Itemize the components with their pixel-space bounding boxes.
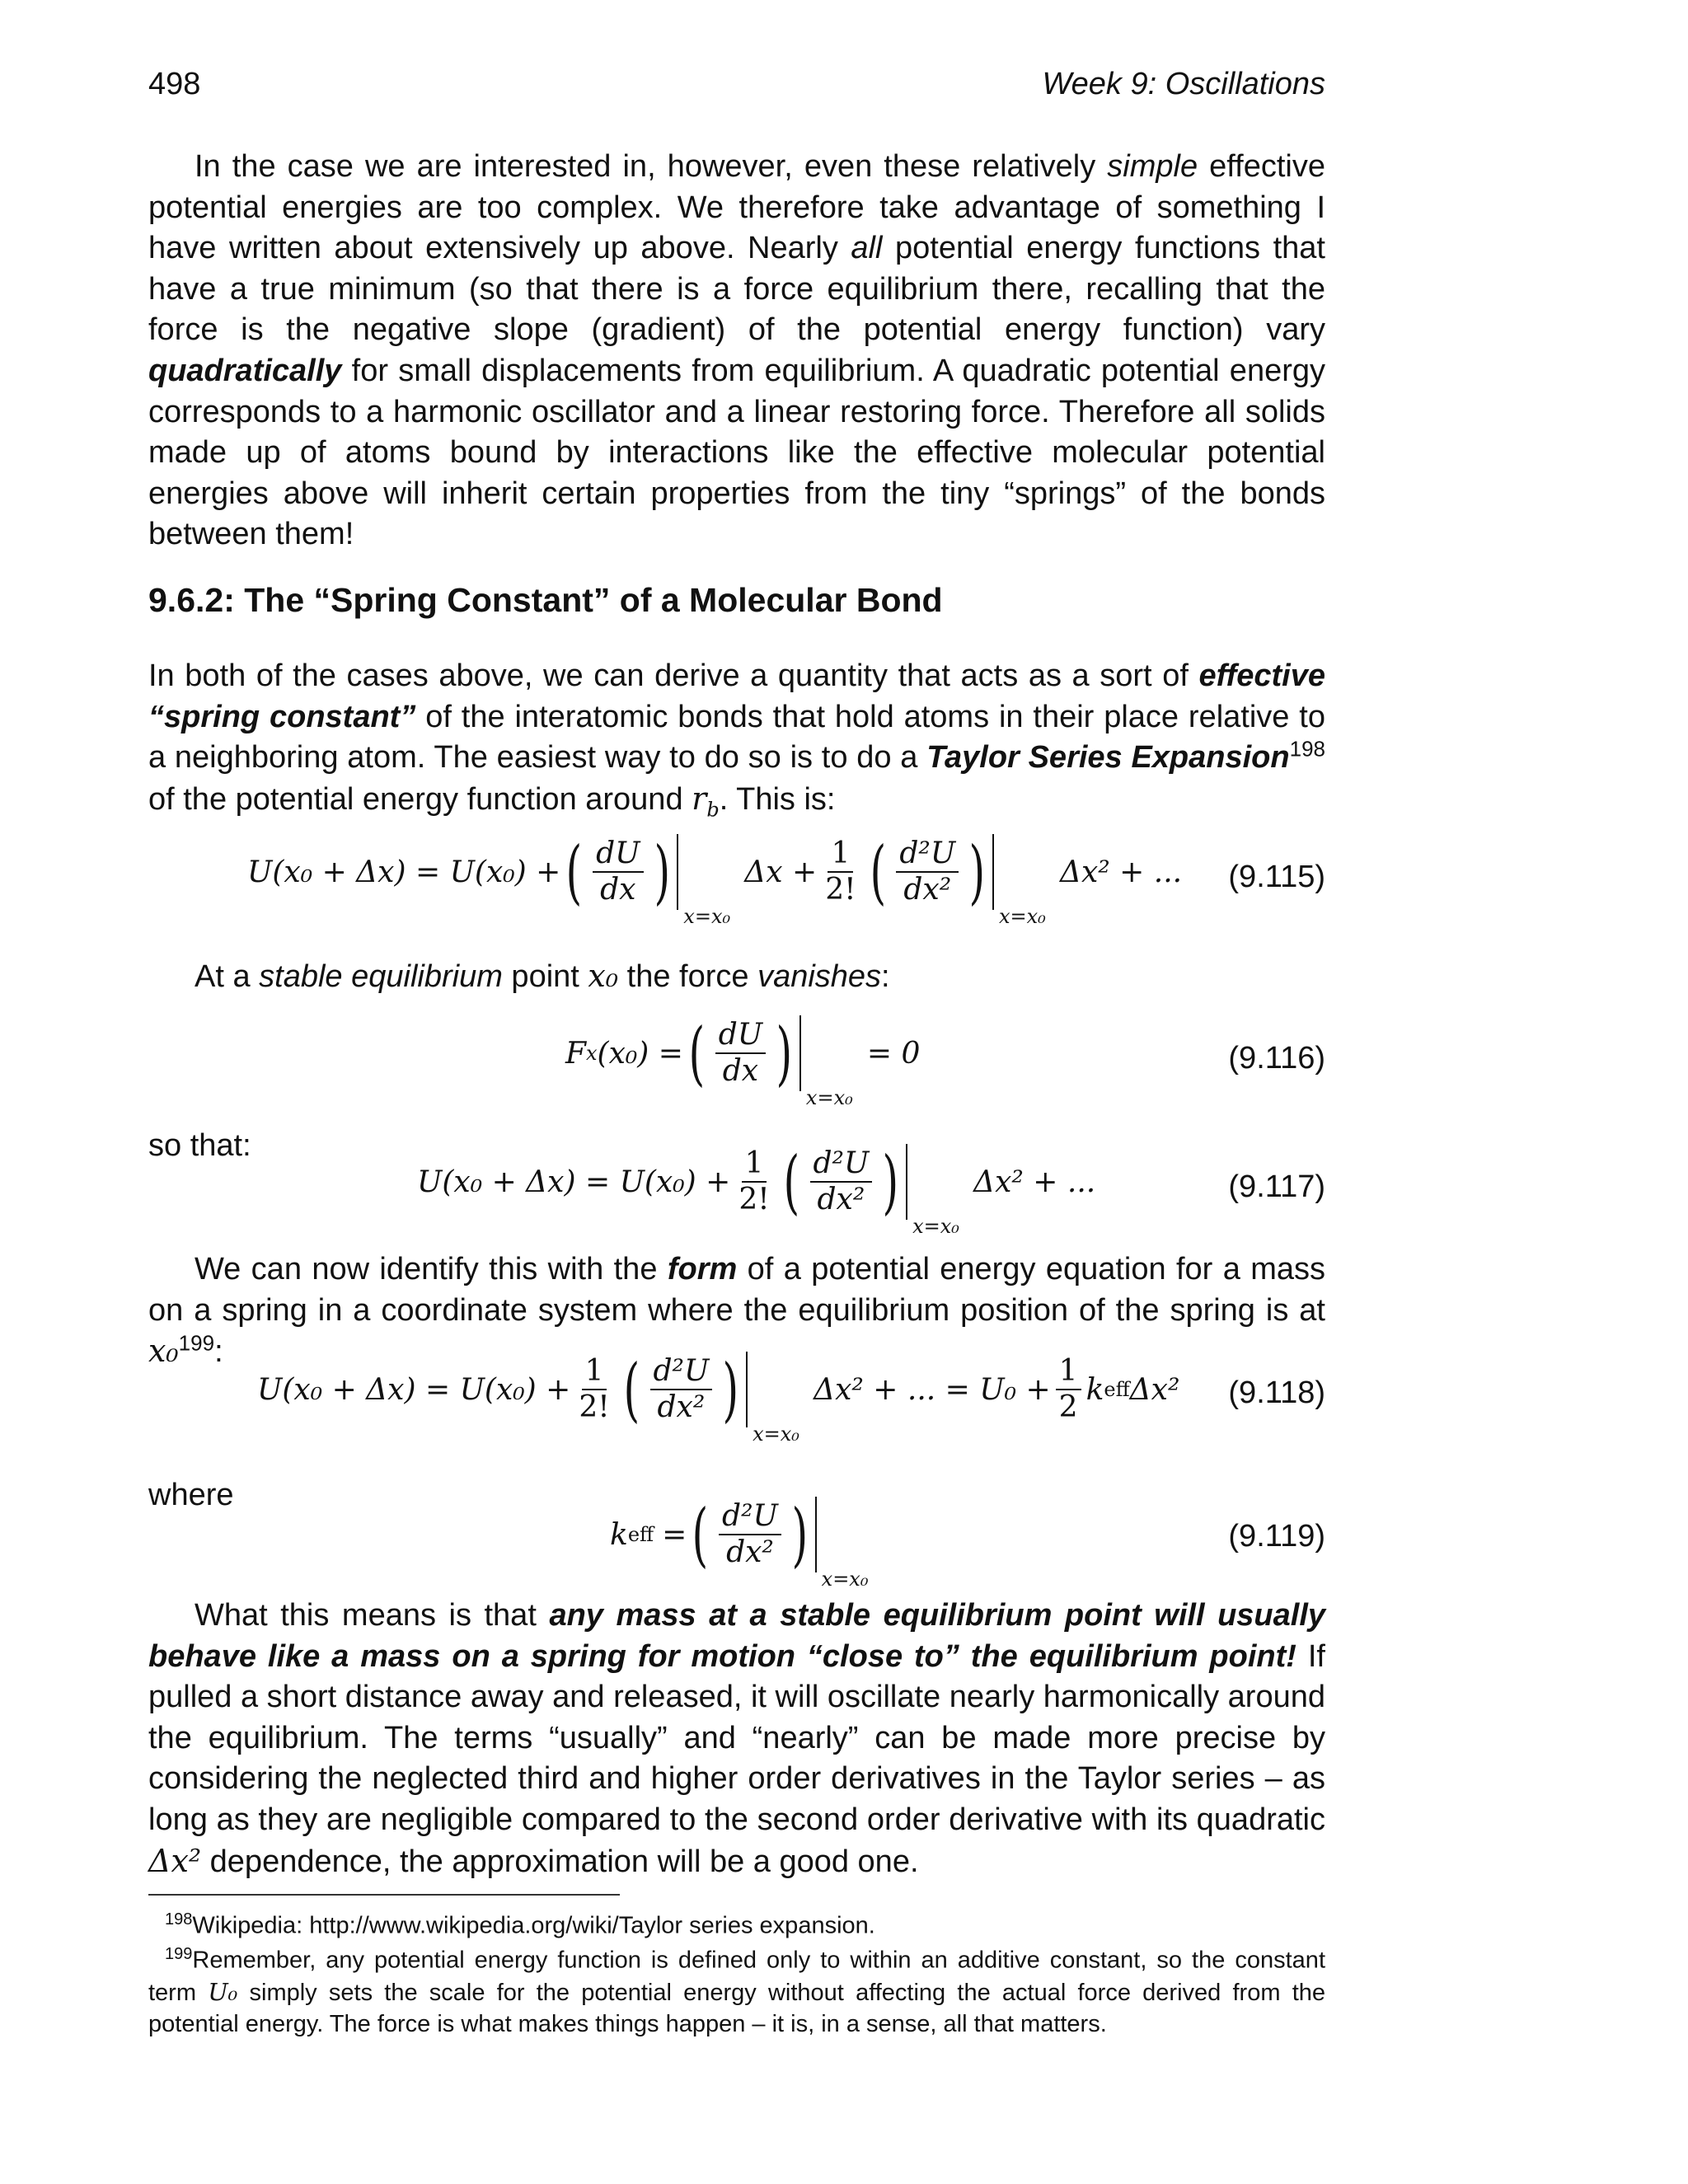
stable-equilibrium-paragraph: At a stable equilibrium point x₀ the force vanishes: [195, 958, 890, 994]
equation-9-116: F x (x₀) = ( $\frac{dU}{dx}$ ) x=x₀ = 0 [565, 1013, 921, 1109]
page-number: 498 [148, 67, 201, 101]
equation-9-117: U(x₀ + Δx) = U(x₀) + $\frac{1}{2!}$ ( $\frac{\text{d²U}}{\text{dx²}}$ ) x=x₀ Δx² + ... [417, 1141, 1096, 1238]
footnote-198: $^{198}$Wikipedia: http://www.wikipedia.org/wiki/Taylor series expansion. [165, 1910, 875, 1939]
meaning-paragraph: What this means is that any mass at a stable equilibrium point will usually behave like a mass on a spring for motion “close to” the equilibrium point! If pulled a short distance away and released, it will oscillate nearly harmonically around the equilibrium. The terms “usually” and “nearly” can be made more precise by considering the neglected third and higher order derivatives in the Taylor series – as long as they are negligible compared to the second order derivative with its quadratic Δx² dependence, the approximation will be a good one. [148, 1598, 1326, 1879]
equation-number: (9.118) [1228, 1376, 1325, 1410]
intro-paragraph: In the case we are interested in, however, even these relatively simple effective potential energies are too complex. We therefore take advantage of something I have written about extensively up above. Nearly all potential energy functions that have a true minimum (so that there is a force equilibrium there, recalling that the force is the negative slope (gradient) of the potential energy function) vary quadratically for small displacements from equilibrium. A quadratic potential energy corresponds to a harmonic oscillator and a linear restoring force. Therefore all solids made up of atoms bound by interactions like the effective molecular potential energies above will inherit certain properties from the tiny “springs” of the bonds between them! [148, 149, 1325, 552]
footnote-rule [148, 1894, 620, 1896]
equation-number: (9.119) [1228, 1519, 1325, 1554]
where-label: where [148, 1478, 234, 1512]
footnote-ref-199[interactable]: 199 [178, 1330, 215, 1356]
section-heading: 9.6.2: The “Spring Constant” of a Molecular Bond [148, 581, 943, 619]
equation-number: (9.115) [1228, 860, 1325, 894]
equation-9-119: k eff = ( $\frac{\text{d²U}}{\text{dx²}}$ ) x=x₀ [610, 1494, 869, 1591]
spring-constant-paragraph: In both of the cases above, we can derive a quantity that acts as a sort of effective “spring constant” of the interatomic bonds that hold atoms in their place relative to a neighboring atom. The easiest way to do so is to do a Taylor Series Expansion$^{198}$ of the potential energy function around $r_b$. This is: [148, 658, 1325, 822]
footnote-199: $^{199}$Remember, any potential energy function is defined only to within an additive constant, so the constant term U₀ simply sets the scale for the potential energy without affecting the actual force derived from the potential energy. The force is what makes things happen – it is, in a sense, all that matters. [148, 1945, 1326, 2037]
equation-number: (9.117) [1228, 1169, 1325, 1204]
running-head: Week 9: Oscillations [1042, 67, 1325, 101]
identify-paragraph: We can now identify this with the form of a potential energy equation for a mass on a spring in a coordinate system where the equilibrium position of the spring is at x₀$^{199}$: [148, 1252, 1325, 1370]
so-that-label: so that: [148, 1128, 251, 1163]
equation-9-118: U(x₀ + Δx) = U(x₀) + $\frac{1}{2!}$ ( $\frac{\text{d²U}}{\text{dx²}}$ ) x=x₀ Δx² + ... = U₀ + $\frac{1}{2}$ k eff Δx² [257, 1349, 1180, 1446]
footnote-ref-198[interactable]: 198 [1289, 736, 1325, 762]
equation-9-115: U(x₀ + Δx) = U(x₀) + ( $\frac{dU}{dx}$ ) x=x₀ Δx + $\frac{1}{2!}$ ( $\frac{\text{d²U}}{\text{dx²}}$ ) x=x₀ Δx² + ... [247, 832, 1183, 928]
equation-number: (9.116) [1228, 1041, 1325, 1076]
